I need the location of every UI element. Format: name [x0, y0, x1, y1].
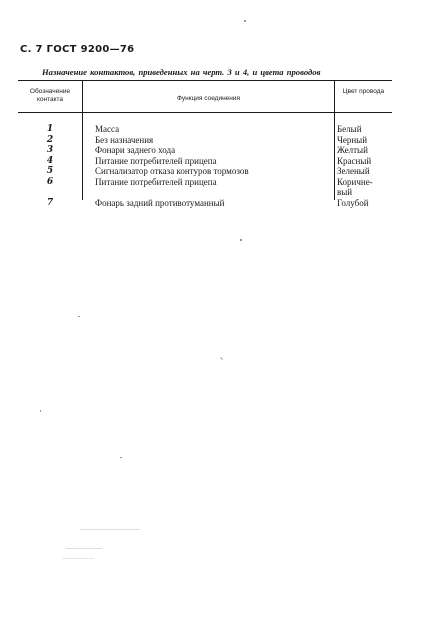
contact-function: Масса: [95, 124, 120, 134]
scan-speck: [220, 357, 223, 360]
contact-function: Питание потребителей прицепа: [95, 155, 217, 166]
table-row: [18, 145, 398, 156]
wire-color: Красный: [337, 155, 372, 166]
table-row: [18, 135, 398, 146]
column-header-function: Функция соединения: [176, 95, 241, 102]
wire-color: Коричне-вый: [337, 176, 373, 197]
page-header: С. 7 ГОСТ 9200—76: [20, 44, 135, 55]
contact-code: 3: [46, 145, 54, 155]
table-row: [18, 198, 398, 209]
contact-code: 2: [46, 134, 54, 145]
column-header-color: Цвет провода: [342, 88, 385, 95]
contact-function: Питание потребителей прицепа: [95, 176, 217, 187]
contact-code: 1: [46, 124, 54, 134]
contact-code: 6: [46, 176, 54, 187]
scan-speck: [80, 529, 140, 530]
wire-color: Белый: [337, 124, 362, 134]
wire-color: Черный: [337, 134, 368, 145]
scan-speck: [120, 457, 122, 458]
scan-speck: [240, 239, 242, 241]
scan-speck: [62, 558, 94, 559]
column-header-code: Обозначение контакта: [29, 88, 71, 103]
wire-color: Зеленый: [337, 166, 370, 176]
scan-speck: [78, 316, 80, 317]
table-top-rule: [18, 80, 392, 81]
contact-function: Фонари заднего хода: [95, 145, 176, 155]
scan-speck: [40, 410, 41, 412]
table-row: [18, 166, 398, 177]
contact-function: Сигнализатор отказа контуров тормозов: [95, 166, 249, 176]
table-caption: Назначение контактов, приведенных на черт. 3 и 4, и цвета проводов: [42, 67, 321, 77]
table-row: [18, 124, 398, 135]
wire-color: Желтый: [337, 145, 368, 155]
table-body: [18, 124, 398, 208]
contact-function: Без назначения: [95, 134, 154, 145]
table-row: [18, 156, 398, 167]
contact-code: 7: [46, 197, 54, 208]
contact-code: 5: [46, 166, 54, 176]
table-header-rule: [18, 112, 392, 113]
contact-function: Фонарь задний противотуманный: [95, 197, 225, 208]
scan-speck: [244, 20, 246, 22]
contact-code: 4: [46, 155, 54, 166]
scan-speck: [66, 548, 102, 549]
table-row: [18, 177, 398, 198]
wire-color: Голубой: [337, 197, 369, 208]
